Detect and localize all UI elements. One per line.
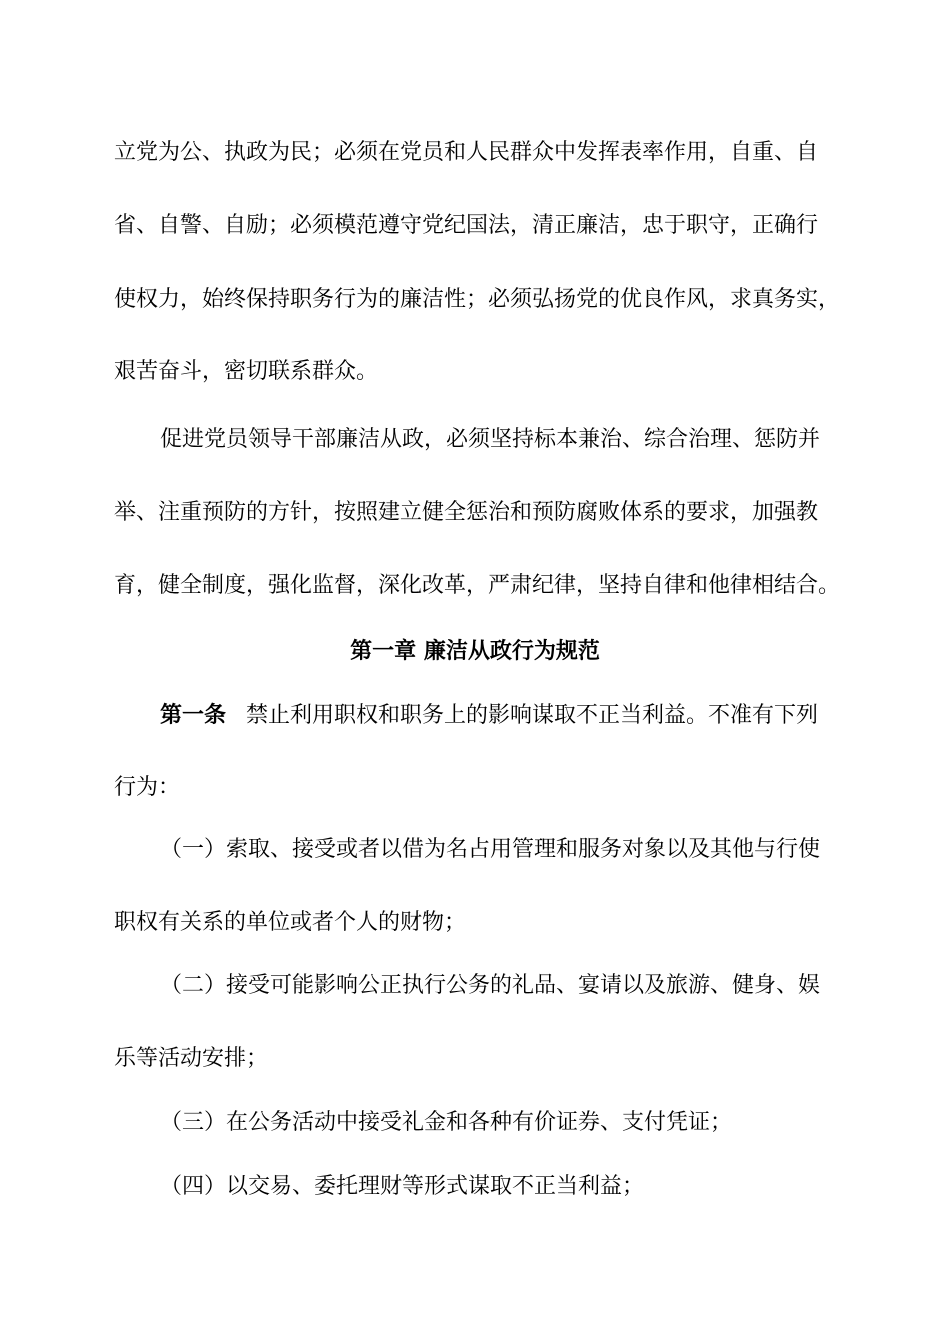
paragraph-line: 行为： [114, 775, 181, 800]
list-item-line: （三）在公务活动中接受礼金和各种有价证券、支付凭证； [160, 1110, 733, 1135]
paragraph-line: 省、自警、自励；必须模范遵守党纪国法，清正廉洁，忠于职守，正确行 [114, 213, 819, 238]
article-label: 第一条 [160, 702, 227, 728]
paragraph-line: 使权力，始终保持职务行为的廉洁性；必须弘扬党的优良作风，求真务实， [114, 287, 841, 312]
article-text: 禁止利用职权和职务上的影响谋取不正当利益。不准有下列 [246, 703, 819, 728]
list-item-line: （四）以交易、委托理财等形式谋取不正当利益； [160, 1174, 645, 1199]
chapter-title: 第一章 廉洁从政行为规范 [350, 638, 600, 664]
paragraph-line: 举、注重预防的方针，按照建立健全惩治和预防腐败体系的要求，加强教 [114, 500, 819, 525]
list-item-line: 职权有关系的单位或者个人的财物； [114, 910, 467, 935]
paragraph-line: 立党为公、执政为民；必须在党员和人民群众中发挥表率作用，自重、自 [114, 140, 819, 165]
paragraph-line: 促进党员领导干部廉洁从政，必须坚持标本兼治、综合治理、惩防并 [160, 427, 821, 452]
paragraph-line: 育，健全制度，强化监督，深化改革，严肃纪律，坚持自律和他律相结合。 [114, 573, 841, 598]
article-first-line [160, 700, 850, 731]
list-item-line: （一）索取、接受或者以借为名占用管理和服务对象以及其他与行使 [160, 837, 821, 862]
paragraph-line: 艰苦奋斗，密切联系群众。 [114, 359, 379, 384]
list-item-line: （二）接受可能影响公正执行公务的礼品、宴请以及旅游、健身、娱 [160, 973, 821, 998]
list-item-line: 乐等活动安排； [114, 1046, 269, 1071]
